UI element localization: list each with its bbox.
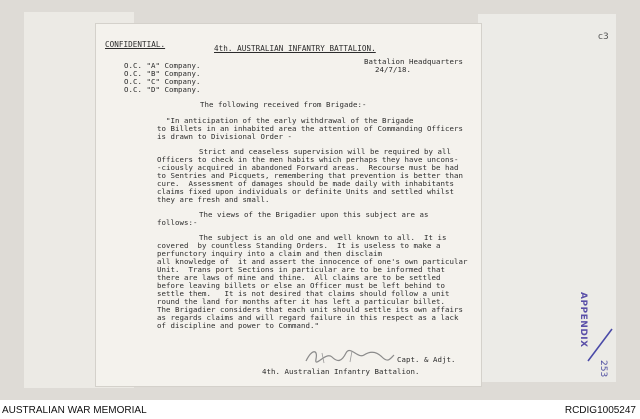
body-line: they are fresh and small. — [157, 195, 270, 204]
body-line: round the land for months after it has left a particular billet. — [157, 297, 445, 306]
body-line: follows:- — [157, 218, 198, 227]
signature-unit: 4th. Australian Infantry Battalion. — [262, 367, 420, 376]
page-number-mark: 253 — [598, 360, 608, 378]
body-line: "In anticipation of the early withdrawal of the Brigade — [166, 116, 414, 125]
classification-label: CONFIDENTIAL. — [105, 40, 166, 49]
body-line-intro: The following received from Brigade:- — [200, 100, 367, 109]
document-date: 24/7/18. — [375, 65, 411, 74]
appendix-stamp: APPENDIX — [578, 292, 588, 348]
body-line: Strict and ceaseless supervision will be required by all — [199, 147, 451, 156]
body-line: is drawn to Divisional Order - — [157, 132, 292, 141]
unit-title: 4th. AUSTRALIAN INFANTRY BATTALION. — [214, 44, 376, 53]
body-line: of discipline and power to Command." — [157, 321, 319, 330]
body-line: -ciously acquired in abandoned Forward areas. Recourse must be had — [157, 163, 459, 172]
body-line: cure. Assessment of damages should be made daily with inhabitants — [157, 179, 454, 188]
recipient-d: O.C. "D" Company. — [124, 85, 201, 94]
body-line: claims fixed upon individuals or definite Units and settled whilst — [157, 187, 454, 196]
recipient-a: O.C. "A" Company. — [124, 61, 201, 70]
signature-title: Capt. & Adjt. — [397, 355, 456, 364]
body-line: The Brigadier considers that each unit should settle its own affairs — [157, 305, 463, 314]
archive-footer — [0, 400, 640, 419]
body-line: covered by countless Standing Orders. It is useless to make a — [157, 241, 441, 250]
body-line: to Sentries and Picquets, remembering that prevention is better than — [157, 171, 463, 180]
recipient-c: O.C. "C" Company. — [124, 77, 201, 86]
body-line: settle them. It is not desired that claims should follow a unit — [157, 289, 450, 298]
body-line: before leaving billets or else an Officer must be left behind to — [157, 281, 445, 290]
body-line: perfunctory inquiry into a claim and then disclaim — [157, 249, 382, 258]
hq-label: Battalion Headquarters — [364, 57, 463, 66]
body-line: all knowledge of it and assert the innocence of one's own particular — [157, 257, 468, 266]
body-line: there are laws of mine and thine. All claims are to be settled — [157, 273, 441, 282]
body-line: Officers to check in the men habits which perhaps they have uncons- — [157, 155, 459, 164]
body-line: Unit. Trans port Sections in particular are to be informed that — [157, 265, 445, 274]
recipient-b: O.C. "B" Company. — [124, 69, 201, 78]
body-line: to Billets in an inhabited area the attention of Commanding Officers — [157, 124, 463, 133]
body-line: as regards claims and will regard failure in this respect as a lack — [157, 313, 459, 322]
body-line: The views of the Brigadier upon this subject are as — [199, 210, 429, 219]
pen-stroke-mark — [586, 325, 616, 365]
corner-pencil-mark: c3 — [598, 32, 609, 42]
body-line: The subject is an old one and well known to all. It is — [199, 233, 447, 242]
footer-institution: AUSTRALIAN WAR MEMORIAL — [2, 405, 147, 416]
handwritten-signature — [302, 347, 397, 365]
footer-reference: RCDIG1005247 — [564, 405, 636, 416]
